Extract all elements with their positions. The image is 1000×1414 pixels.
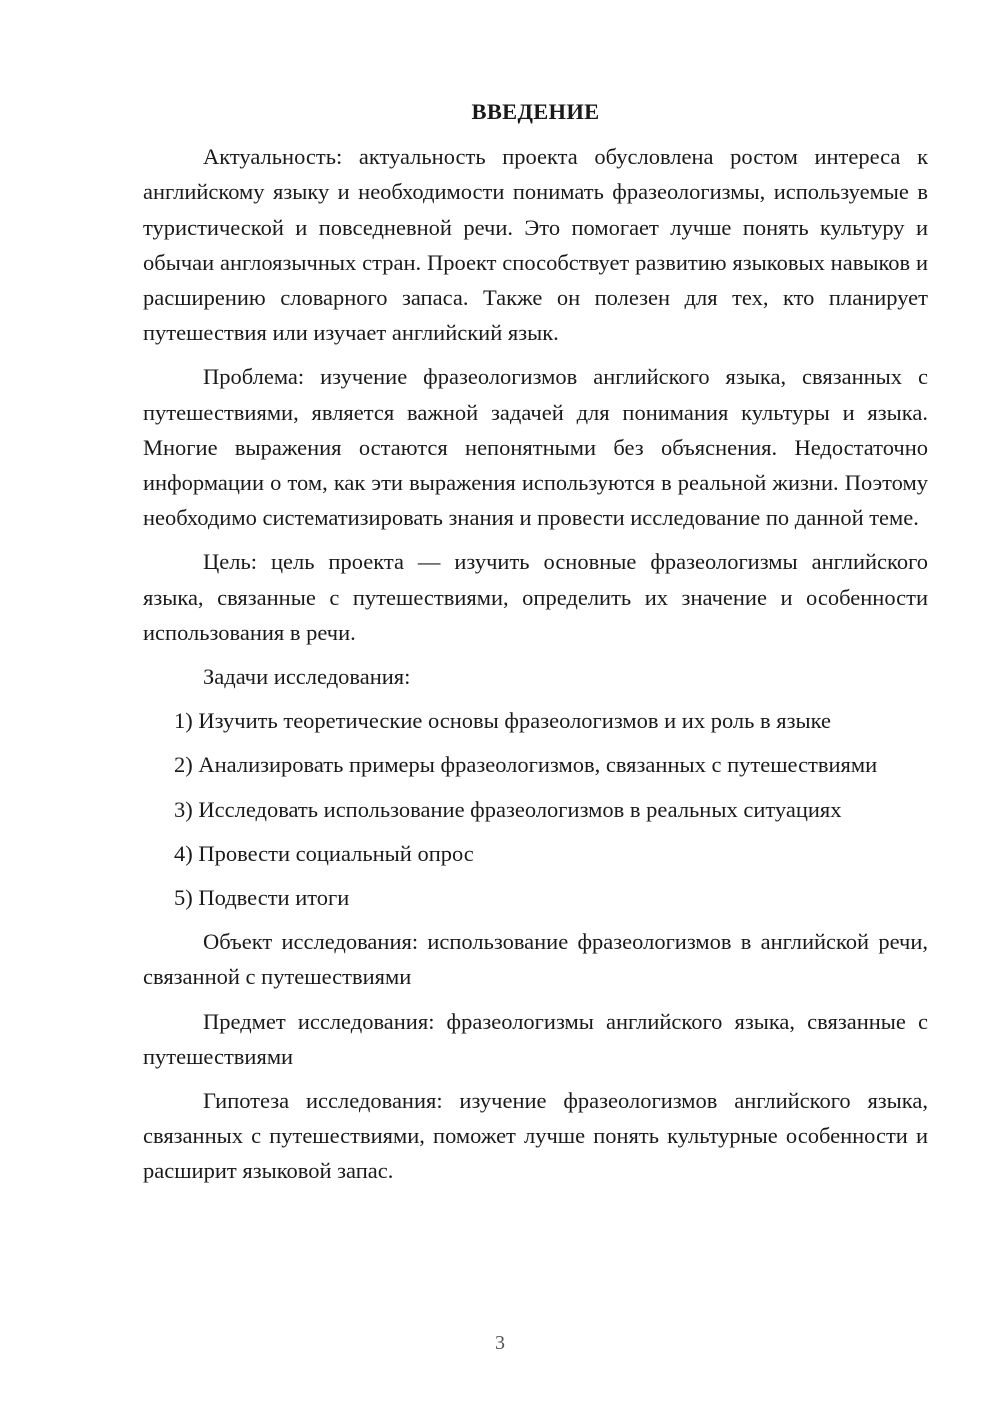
section-title: ВВЕДЕНИЕ — [471, 99, 600, 124]
task-item-5: 5) Подвести итоги — [174, 885, 350, 911]
goal-paragraph: Цель: цель проекта — изучить основные фразеологизмы английского языка, связанные с путешествиями, определить их значение и особенности использования в речи. — [143, 549, 928, 645]
task-item-3: 3) Исследовать использование фразеологизмов в реальных ситуациях — [174, 796, 842, 822]
page-number: 3 — [495, 1332, 505, 1354]
document-page — [143, 94, 928, 1198]
relevance-paragraph: Актуальность: актуальность проекта обусловлена ростом интереса к английскому языку и необходимости понимать фразеологизмы, используемые в туристической и повседневной речи. Это помогает лучше понять культуру и обычаи англоязычных стран. Проект способствует развитию языковых навыков и расширению словарного запаса. Также он полезен для тех, кто планирует путешествия или изучает английский язык. — [143, 144, 928, 346]
hypothesis-paragraph: Гипотеза исследования: изучение фразеологизмов английского языка, связанных с путешествиями, поможет лучше понять культурные особенности и расширит языковой запас. — [143, 1088, 928, 1184]
object-paragraph: Объект исследования: использование фразеологизмов в английской речи, связанной с путешествиями — [143, 929, 928, 990]
task-item-2: 2) Анализировать примеры фразеологизмов, связанных с путешествиями — [174, 752, 878, 778]
subject-paragraph: Предмет исследования: фразеологизмы английского языка, связанные с путешествиями — [143, 1008, 928, 1069]
task-item-4: 4) Провести социальный опрос — [174, 840, 474, 866]
problem-paragraph: Проблема: изучение фразеологизмов английского языка, связанных с путешествиями, является важной задачей для понимания культуры и языка. Многие выражения остаются непонятными без объяснения. Недостаточно информации о том, как эти выражения используются в реальной жизни. Поэтому необходимо систематизировать знания и провести исследование по данной теме. — [143, 364, 928, 531]
tasks-heading: Задачи исследования: — [203, 664, 411, 690]
task-item-1: 1) Изучить теоретические основы фразеологизмов и их роль в языке — [174, 708, 831, 734]
